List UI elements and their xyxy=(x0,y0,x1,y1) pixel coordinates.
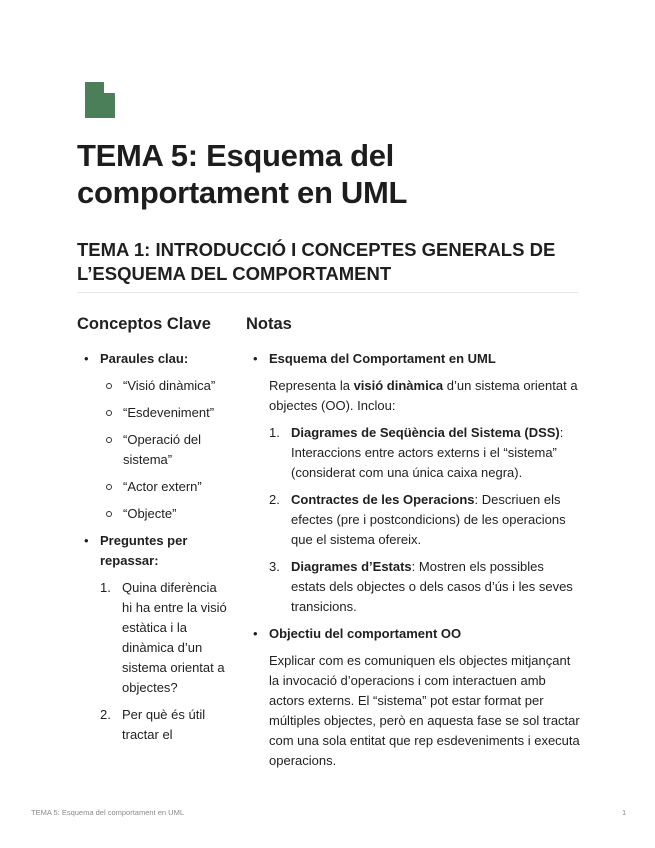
divider xyxy=(77,292,578,293)
component-label: Diagrames de Seqüència del Sistema (DSS) xyxy=(291,425,560,440)
note-label: Objectiu del comportament OO xyxy=(269,626,462,641)
components-list xyxy=(269,423,581,617)
text-span: d’un sistema orientat a objectes (OO). Inclou: xyxy=(269,378,578,413)
keyword-item: “Visió dinàmica” xyxy=(100,376,227,396)
component-text: : Mostren els possibles estats dels objectes o dels casos d’ús i les seves transicions. xyxy=(291,559,573,614)
note-behaviour-schema xyxy=(246,349,581,617)
text-span: Representa la xyxy=(269,378,354,393)
keyword-item: “Esdeveniment” xyxy=(100,403,227,423)
component-item xyxy=(269,423,581,483)
keywords-item xyxy=(77,349,227,524)
question-item: Quina diferència hi ha entre la visió estàtica i la dinàmica d’un sistema orientat a objectes? xyxy=(122,580,227,695)
component-item xyxy=(269,490,581,550)
note-paragraph: Explicar com es comuniquen els objectes mitjançant la invocació d’operacions i com interactuen amb actors externs. El “sistema” pot estar format per múltiples objectes, però en aquesta fase se sol tractar com una sola entitat que rep esdeveniments i executa operacions. xyxy=(269,653,580,768)
component-text: : Descriuen els efectes (pre i postcondicions) de les operacions que el sistema ofereix. xyxy=(291,492,566,547)
keyword-item: “Operació del sistema” xyxy=(100,430,227,470)
page-number: 1 xyxy=(622,808,627,817)
keyword-item: “Objecte” xyxy=(100,504,227,524)
questions-item xyxy=(77,531,227,745)
note-paragraph xyxy=(269,376,581,416)
component-label: Contractes de les Operacions xyxy=(291,492,475,507)
question-item: Per què és útil tractar el xyxy=(122,707,206,742)
key-concepts-column xyxy=(77,313,227,752)
questions-label: Preguntes per repassar: xyxy=(100,533,188,568)
notes-list xyxy=(246,349,581,771)
footer-title: TEMA 5: Esquema del comportament en UML xyxy=(31,808,184,817)
notes-column xyxy=(246,313,581,778)
component-text: : Interaccions entre actors externs i el “sistema” (considerat com una única caixa negra). xyxy=(291,425,564,480)
key-concepts-heading: Conceptos Clave xyxy=(77,315,211,333)
questions-list xyxy=(100,578,227,745)
component-item xyxy=(269,557,581,617)
section-title: TEMA 1: INTRODUCCIÓ I CONCEPTES GENERALS DE L’ESQUEMA DEL COMPORTAMENT xyxy=(77,239,556,284)
key-concepts-list xyxy=(77,349,227,745)
keyword-item: “Actor extern” xyxy=(100,477,227,497)
note-label: Esquema del Comportament en UML xyxy=(269,351,496,366)
note-objective xyxy=(246,624,581,771)
document-icon xyxy=(85,82,115,118)
notes-heading: Notas xyxy=(246,315,292,333)
keywords-list xyxy=(100,376,227,524)
keywords-label: Paraules clau: xyxy=(100,351,189,366)
component-label: Diagrames d’Estats xyxy=(291,559,412,574)
page-title: TEMA 5: Esquema del comportament en UML xyxy=(77,138,408,210)
emphasis: visió dinàmica xyxy=(353,378,444,393)
